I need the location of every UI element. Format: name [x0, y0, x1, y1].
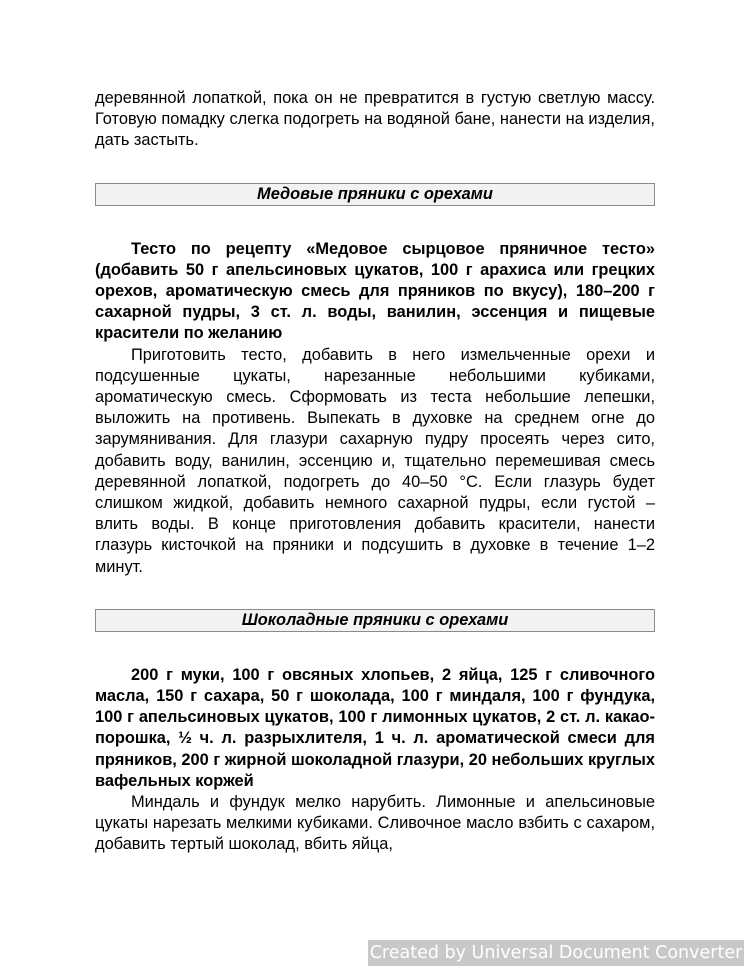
recipe-ingredients-chocolate-gingerbread: 200 г муки, 100 г овсяных хлопьев, 2 яйца, 125 г сливочного масла, 150 г сахара, 50 г шоколада, 100 г миндаля, 100 г фундука, 100 г апельсиновых цукатов, 100 г лимонных цукатов, 2 ст. л. какао-порошка, ½ ч. л. разрыхлителя, 1 ч. л. ароматической смеси для пряников, 200 г жирной шоколадной глазури, 20 небольших круглых вафельных коржей	[95, 665, 655, 790]
converter-watermark: Created by Universal Document Converter	[368, 940, 744, 966]
recipe-instructions-chocolate-gingerbread: Миндаль и фундук мелко нарубить. Лимонные и апельсиновые цукаты нарезать мелкими кубиками. Сливочное масло взбить с сахаром, добавить тертый шоколад, вбить яйца,	[95, 793, 655, 854]
spacer	[95, 206, 655, 239]
spacer	[95, 632, 655, 665]
recipe-ingredients-honey-gingerbread: Тесто по рецепту «Медовое сырцовое пряничное тесто» (добавить 50 г апельсиновых цукатов, 100 г арахиса или грецких орехов, ароматическую смесь для пряников по вкусу), 180–200 г сахарной пудры, 3 ст. л. воды, ванилин, эссенция и пищевые красители по желанию	[95, 239, 655, 343]
recipe-title-chocolate-gingerbread: Шоколадные пряники с орехами	[95, 609, 655, 632]
spacer	[95, 152, 655, 183]
intro-paragraph: деревянной лопаткой, пока он не превратится в густую светлую массу. Готовую помадку слегка подогреть на водяной бане, нанести на изделия, дать застыть.	[95, 89, 655, 150]
recipe-title-honey-gingerbread: Медовые пряники с орехами	[95, 183, 655, 206]
document-page	[95, 88, 655, 856]
spacer	[95, 578, 655, 609]
recipe-instructions-honey-gingerbread: Приготовить тесто, добавить в него измельченные орехи и подсушенные цукаты, нарезанные небольшими кубиками, ароматическую смесь. Сформовать из теста небольшие лепешки, выложить на противень. Выпекать в духовке на среднем огне до зарумянивания. Для глазури сахарную пудру просеять через сито, добавить воду, ванилин, эссенцию и, тщательно перемешивая смесь деревянной лопаткой, подогреть до 40–50 °С. Если глазурь будет слишком жидкой, добавить немного сахарной пудры, если густой – влить воды. В конце приготовления добавить красители, нанести глазурь кисточкой на пряники и подсушить в духовке в течение 1–2 минут.	[95, 345, 655, 576]
